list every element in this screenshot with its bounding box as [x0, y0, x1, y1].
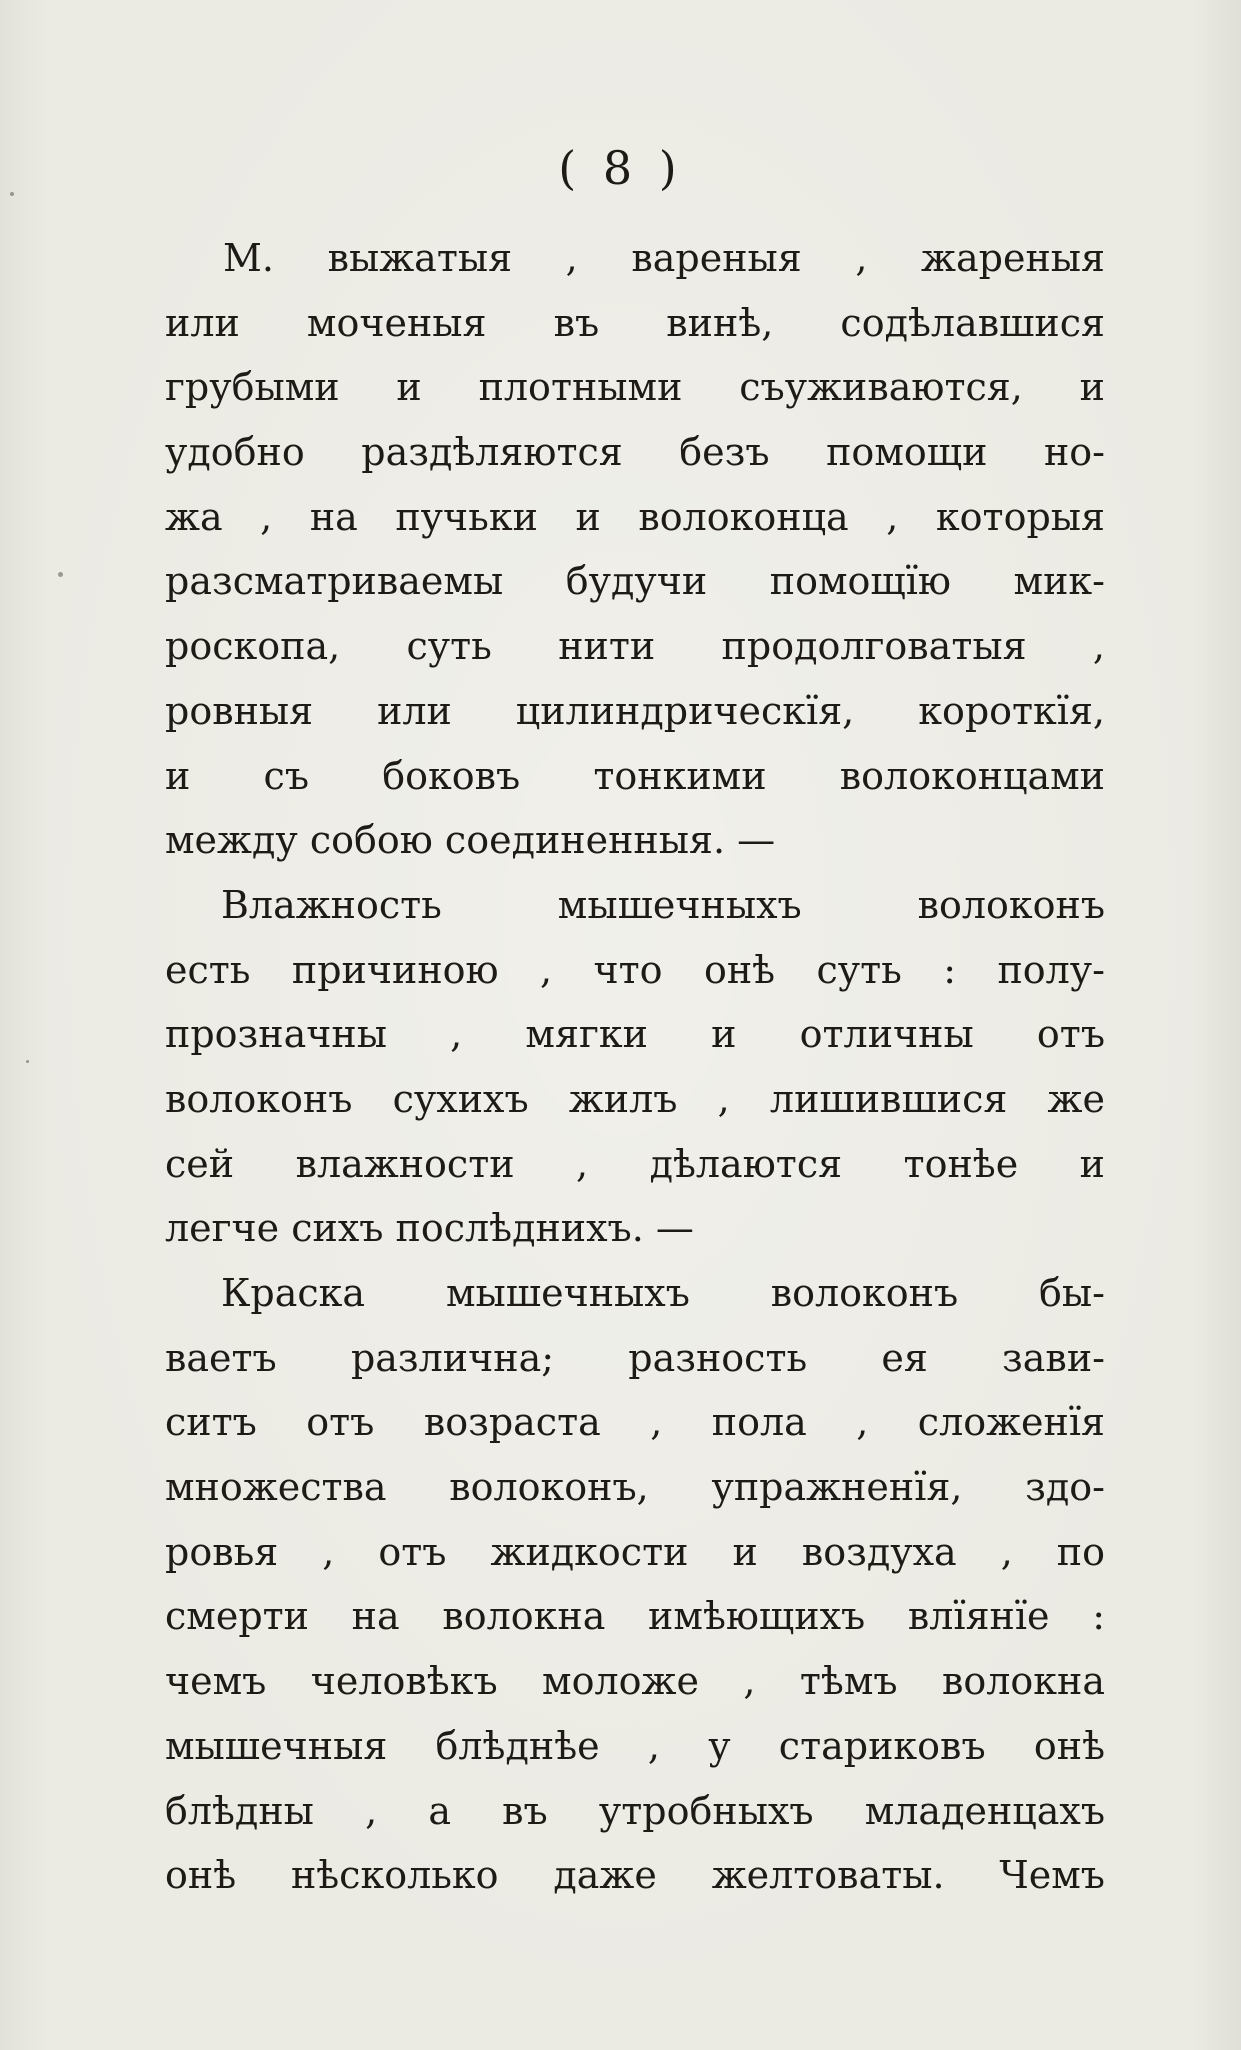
- text-line: Влажность мышечныхъ волоконъ: [221, 882, 1105, 927]
- text-line: Краска мышечныхъ волоконъ бы-: [221, 1271, 1105, 1315]
- text-line: грубыми и плотными съуживаются, и: [165, 365, 1105, 410]
- text-line: волоконъ сухихъ жилъ , лишившися же: [165, 1076, 1105, 1121]
- text-line: жа , на пучьки и волоконца , которыя: [165, 494, 1105, 539]
- page-number: ( 8 ): [558, 141, 683, 195]
- paragraph-3: [165, 1261, 1105, 1908]
- text-line: прозначны , мягки и отличны отъ: [165, 1012, 1105, 1057]
- text-line: чемъ человѣкъ моложе , тѣмъ волокна: [165, 1659, 1105, 1704]
- text-line: ровья , отъ жидкости и воздуха , по: [165, 1529, 1105, 1574]
- text-line: М. выжатыя , вареныя , жареныя: [223, 236, 1105, 280]
- text-line: онѣ нѣсколько даже желтоваты. Чемъ: [165, 1853, 1105, 1898]
- paper-speck: [26, 1060, 29, 1063]
- paragraph-2: [165, 873, 1105, 1261]
- text-line: между собою соединенныя. —: [165, 818, 776, 863]
- body-text: [165, 226, 1105, 1908]
- text-line: легче сихъ послѣднихъ. —: [165, 1206, 694, 1251]
- text-line: мышечныя блѣднѣе , у стариковъ онѣ: [165, 1723, 1105, 1768]
- text-line: смерти на волокна имѣющихъ влїянїе :: [165, 1594, 1105, 1639]
- text-line: удобно раздѣляются безъ помощи но-: [165, 430, 1105, 475]
- text-line: разсматриваемы будучи помощїю мик-: [165, 559, 1105, 604]
- text-line: сей влажности , дѣлаются тонѣе и: [165, 1141, 1105, 1186]
- text-line: роскопа, суть нити продолговатыя ,: [165, 624, 1105, 669]
- text-line: или моченыя въ винѣ, содѣлавшися: [165, 300, 1105, 345]
- paper-speck: [58, 572, 63, 577]
- text-line: есть причиною , что онѣ суть : полу-: [165, 947, 1105, 992]
- text-line: блѣдны , а въ утробныхъ младенцахъ: [165, 1788, 1105, 1833]
- text-line: ситъ отъ возраста , пола , сложенїя: [165, 1400, 1105, 1445]
- text-line: ровныя или цилиндрическїя, короткїя,: [165, 688, 1105, 733]
- text-line: и съ боковъ тонкими волоконцами: [165, 753, 1105, 798]
- paper-speck: [10, 192, 14, 196]
- text-line: ваетъ различна; разность ея зави-: [165, 1335, 1105, 1380]
- paragraph-1: [165, 226, 1105, 873]
- text-line: множества волоконъ, упражненїя, здо-: [165, 1465, 1105, 1510]
